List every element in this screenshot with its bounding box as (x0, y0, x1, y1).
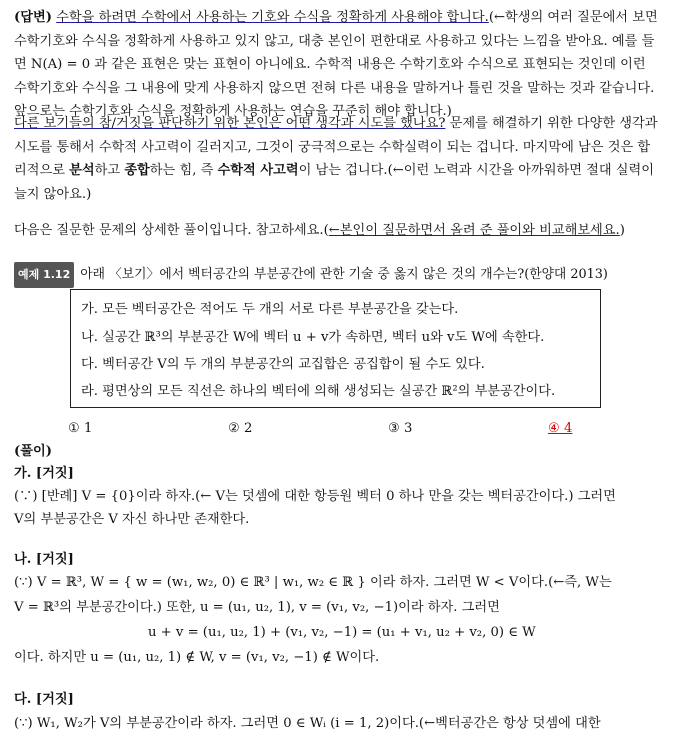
statement-ga: 가. 모든 벡터공간은 적어도 두 개의 서로 다른 부분공간을 갖는다. (81, 302, 459, 317)
bold-analysis: 분석 (69, 163, 95, 178)
reference-line (14, 219, 662, 243)
solution-ga-line-2: V의 부분공간은 V 자신 하나만 존재한다. (14, 512, 250, 527)
statement-box (70, 289, 601, 408)
solution-da-line-1: (∵) W₁, W₂가 V의 부분공간이라 하자. 그러면 0 ∈ Wᵢ (i = 1, 2)이다.(←벡터공간은 항상 덧셈에 대한 (14, 716, 601, 731)
intro-explanation: (←학생의 여러 질문에서 보면 수학기호와 수식을 정확하게 사용하고 있지 않고, 대충 본인이 편한대로 사용하고 있다는 느낌을 받아요. 예를 들면 N(A) = 0 과 같은 표현은 맞는 표현이 아니에요. 수학적 내용은 수학기호와 수식으로 표현되는 것인데 이런 수학기호와 수식을 그 내용에 맞게 사용하지 않으면 전혀 다른 내용을 말하거나 틀린 것을 말하는 것과 같습니다. 앞으로는 수학기호와 수식을 정확하게 사용하는 연습을 꾸준히 해야 합니다.) (14, 10, 658, 119)
example-badge: 예제 1.12 (14, 262, 74, 288)
choice-2[interactable]: ② 2 (228, 421, 253, 436)
statement-da: 다. 벡터공간 V의 두 개의 부분공간의 교집합은 공집합이 될 수도 있다. (81, 357, 485, 372)
reasoning-text-3: 하는 힘, 즉 (149, 163, 218, 178)
problem-text: 아래 〈보기〉에서 벡터공간의 부분공간에 관한 기술 중 옳지 않은 것의 개수는?(한양대 2013) (80, 267, 608, 282)
solution-ga-line-1: (∵) [반례] V = {0}이라 하자.(← V는 덧셈에 대한 항등원 벡터 0 하나 만을 갖는 벡터공간이다.) 그러면 (14, 489, 616, 504)
solution-na-line-2: V = ℝ³의 부분공간이다.) 또한, u = (u₁, u₂, 1), v = (v₁, v₂, −1)이라 하자. 그러면 (14, 600, 500, 615)
reasoning-question: 다른 보기들의 참/거짓을 판단하기 위한 본인은 어떤 생각과 시도를 했나요? (14, 116, 446, 131)
solution-da-title: 다. [거짓] (14, 692, 74, 707)
bold-synthesis: 종합 (124, 163, 150, 178)
solution-na-title: 나. [거짓] (14, 552, 74, 567)
reference-close: ) (619, 223, 625, 238)
statement-na: 나. 실공간 ℝ³의 부분공간 W에 벡터 u + v가 속하면, 벡터 u와 v도 W에 속한다. (81, 330, 545, 345)
choice-4-answer[interactable]: ④ 4 (548, 421, 573, 436)
solution-header: (풀이) (14, 444, 52, 459)
reference-compare: ←본인이 질문하면서 올려 준 풀이와 비교해보세요. (328, 223, 620, 238)
solution-na-line-1: (∵) V = ℝ³, W = { w = (w₁, w₂, 0) ∈ ℝ³ | w₁, w₂ ∈ ℝ } 이라 하자. 그러면 W < V이다.(←즉, W는 (14, 575, 612, 590)
reasoning-paragraph (14, 112, 662, 206)
choice-1[interactable]: ① 1 (68, 421, 93, 436)
solution-na-line-4: 이다. 하지만 u = (u₁, u₂, 1) ∉ W, v = (v₁, v₂, −1) ∉ W이다. (14, 650, 380, 665)
reasoning-text-4: 이 남는 겁니다.(←이런 노력과 시간을 아까워하면 절대 실력이 늘지 않아요.) (14, 163, 655, 202)
answer-label: (답변) (14, 10, 52, 25)
intro-key-sentence: 수학을 하려면 수학에서 사용하는 기호와 수식을 정확하게 사용해야 합니다. (56, 10, 489, 25)
choice-3[interactable]: ③ 3 (388, 421, 413, 436)
bold-math-reasoning: 수학적 사고력 (217, 163, 299, 178)
intro-paragraph (14, 6, 662, 124)
reasoning-text-2: 하고 (94, 163, 125, 178)
reasoning-text-1: 문제를 해결하기 위한 다양한 생각과 시도를 통해서 수학적 사고력이 길러지고, 그것이 궁극적으로는 수학실력이 되는 겁니다. 마지막에 남은 것은 합리적으로 (14, 116, 658, 178)
solution-na-line-3: u + v = (u₁, u₂, 1) + (v₁, v₂, −1) = (u₁ + v₁, u₂ + v₂, 0) ∈ W (148, 625, 536, 640)
reference-text: 다음은 질문한 문제의 상세한 풀이입니다. 참고하세요.( (14, 223, 329, 238)
solution-ga-title: 가. [거짓] (14, 466, 74, 481)
problem-header (14, 262, 662, 288)
statement-ra: 라. 평면상의 모든 직선은 하나의 벡터에 의해 생성되는 실공간 ℝ²의 부분공간이다. (81, 384, 556, 399)
